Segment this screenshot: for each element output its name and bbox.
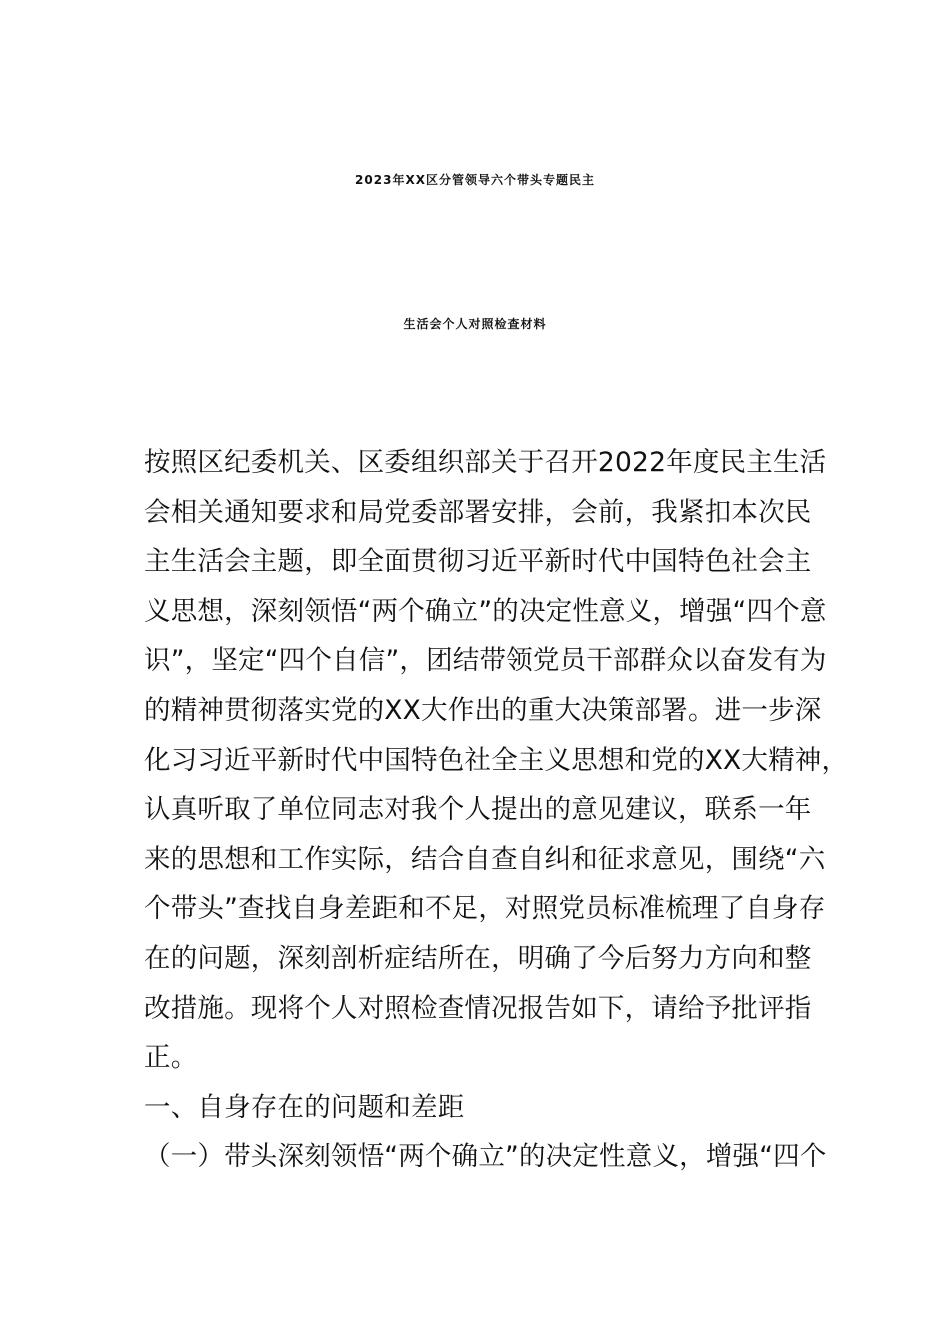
body-line: 个带头”查找自身差距和不足，对照党员标准梳理了自身存: [144, 893, 826, 925]
body-line: 来的思想和工作实际，结合自查自纠和征求意见，围绕“六: [144, 843, 826, 875]
body-line: 义思想，深刻领悟“两个确立”的决定性意义，增强“四个意: [144, 595, 827, 627]
body-line: 会相关通知要求和局党委部署安排，会前，我紧扣本次民: [144, 496, 812, 528]
body-line: 在的问题，深刻剖析症结所在，明确了今后努力方向和整: [144, 942, 812, 974]
body-line: 主生活会主题，即全面贯彻习近平新时代中国特色社会主: [144, 546, 812, 578]
body-line: 正。: [144, 1042, 198, 1074]
document-title-line-1: 2023年XX区分管领导六个带头专题民主: [355, 173, 595, 187]
body-line: 识”，坚定“四个自信”，团结带领党员干部群众以奋发有为: [144, 645, 827, 677]
document-title-line-2: 生活会个人对照检查材料: [403, 317, 547, 331]
section-heading: 一、自身存在的问题和差距: [144, 1091, 465, 1123]
document-body: [144, 443, 849, 1187]
body-line: 的精神贯彻落实党的XX大作出的重大决策部署。进一步深: [144, 694, 822, 726]
body-line: 化习习近平新时代中国特色社全主义思想和党的XX大精神，: [144, 744, 849, 776]
body-line: 认真听取了单位同志对我个人提出的意见建议，联系一年: [144, 794, 812, 826]
subsection-heading: （一）带头深刻领悟“两个确立”的决定性意义，增强“四个: [144, 1141, 827, 1173]
body-line: 改措施。现将个人对照检查情况报告如下，请给予批评指: [144, 992, 812, 1024]
body-line: 按照区纪委机关、区委组织部关于召开2022年度民主生活: [144, 447, 827, 478]
